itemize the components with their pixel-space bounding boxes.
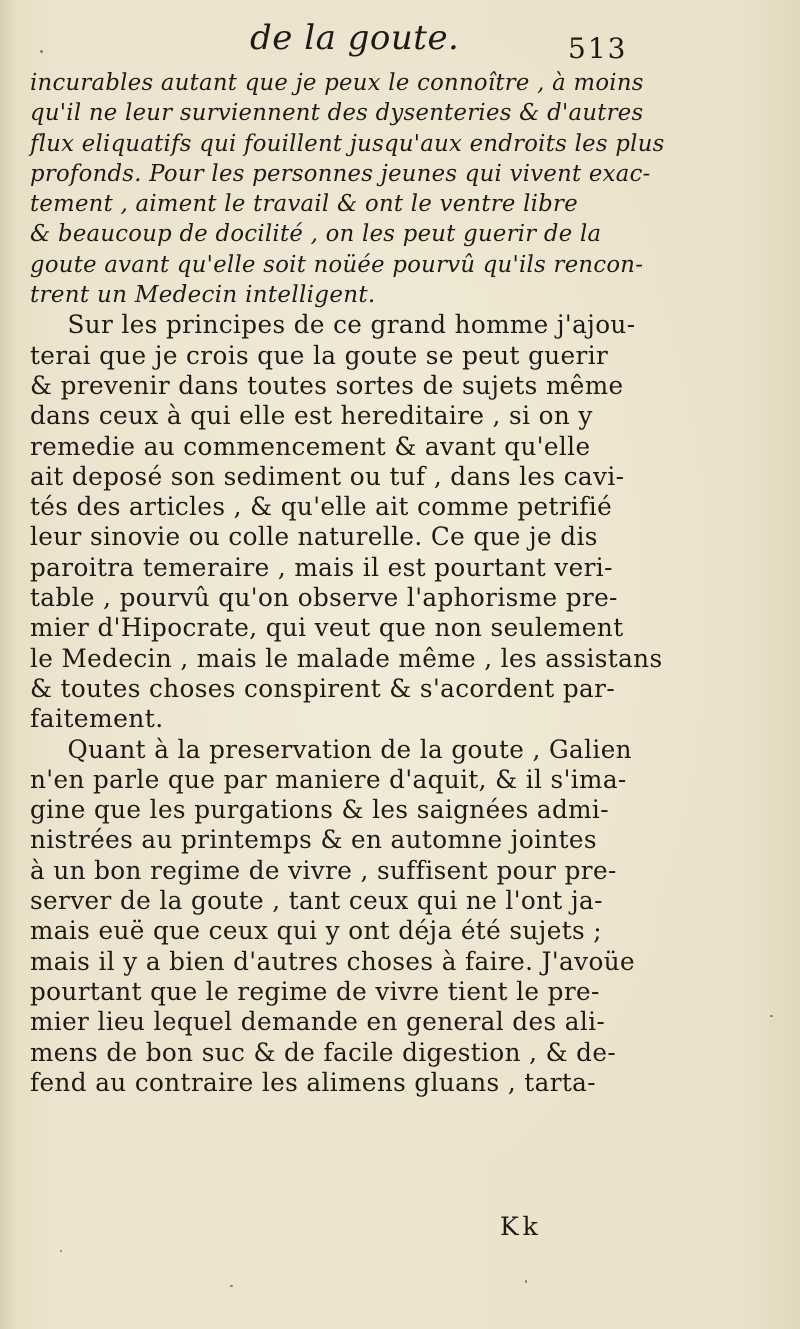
page-number: 513 xyxy=(568,32,628,65)
text-line: incurables autant que je peux le connoître , à moins xyxy=(30,70,644,96)
paper-speck xyxy=(770,1015,773,1017)
text-line: pourtant que le regime de vivre tient le pre- xyxy=(30,976,600,1006)
text-line: à un bon regime de vivre , suffisent pour pre- xyxy=(30,855,617,885)
text-line: tement , aiment le travail & ont le ventre libre xyxy=(30,191,578,218)
text-line: table , pourvû qu'on observe l'aphorisme pre- xyxy=(30,583,618,613)
text-line: mais euë que ceux qui y ont déja été sujets ; xyxy=(30,916,602,946)
paper-speck xyxy=(230,1285,233,1287)
running-title: de la goute. xyxy=(250,18,460,58)
text-line: goute avant qu'elle soit noüée pourvû qu'ils rencon- xyxy=(30,251,644,278)
paper-speck xyxy=(525,1280,527,1283)
text-line: & toutes choses conspirent & s'acordent par- xyxy=(30,673,616,703)
text-line: fend au contraire les alimens gluans , tarta- xyxy=(30,1067,597,1097)
text-line: & prevenir dans toutes sortes de sujets même xyxy=(30,370,624,400)
text-line: leur sinovie ou colle naturelle. Ce que je dis xyxy=(30,522,598,552)
text-line: ait deposé son sediment ou tuf , dans les cavi- xyxy=(30,461,625,491)
text-line: faitement. xyxy=(30,704,164,734)
text-line: nistrées au printemps & en automne jointes xyxy=(30,825,597,855)
text-line: mier d'Hipocrate, qui veut que non seulement xyxy=(30,613,624,643)
paper-speck xyxy=(60,1250,62,1252)
text-line: mier lieu lequel demande en general des ali- xyxy=(30,1007,606,1037)
text-line: terai que je crois que la goute se peut guerir xyxy=(30,340,609,370)
text-line: flux eliquatifs qui fouillent jusqu'aux endroits les plus xyxy=(30,130,665,157)
text-line: profonds. Pour les personnes jeunes qui vivent exac- xyxy=(30,160,651,187)
text-line: paroitra temeraire , mais il est pourtant veri- xyxy=(30,552,613,582)
text-line: Quant à la preservation de la goute , Galien xyxy=(67,734,632,764)
text-line: gine que les purgations & les saignées admi- xyxy=(30,795,609,825)
text-line: dans ceux à qui elle est hereditaire , si on y xyxy=(30,401,593,431)
page-header xyxy=(0,14,800,64)
text-line: tés des articles , & qu'elle ait comme petrifié xyxy=(30,492,613,522)
text-line: mais il y a bien d'autres choses à faire. J'avoüe xyxy=(30,946,635,976)
text-line: qu'il ne leur surviennent des dysenteries & d'autres xyxy=(30,100,644,127)
catchword: Kk xyxy=(500,1212,542,1241)
text-body xyxy=(30,68,775,1098)
text-line: Sur les principes de ce grand homme j'ajou- xyxy=(67,310,636,340)
text-line: remedie au commencement & avant qu'elle xyxy=(30,431,591,461)
paper-speck xyxy=(40,50,43,53)
text-line: & beaucoup de docilité , on les peut guerir de la xyxy=(30,221,602,248)
text-line: trent un Medecin intelligent. xyxy=(30,282,376,309)
text-line: mens de bon suc & de facile digestion , & de- xyxy=(30,1037,617,1067)
text-line: n'en parle que par maniere d'aquit, & il s'ima- xyxy=(30,764,627,794)
text-line: le Medecin , mais le malade même , les assistans xyxy=(30,643,663,673)
text-line: server de la goute , tant ceux qui ne l'ont ja- xyxy=(30,886,603,916)
